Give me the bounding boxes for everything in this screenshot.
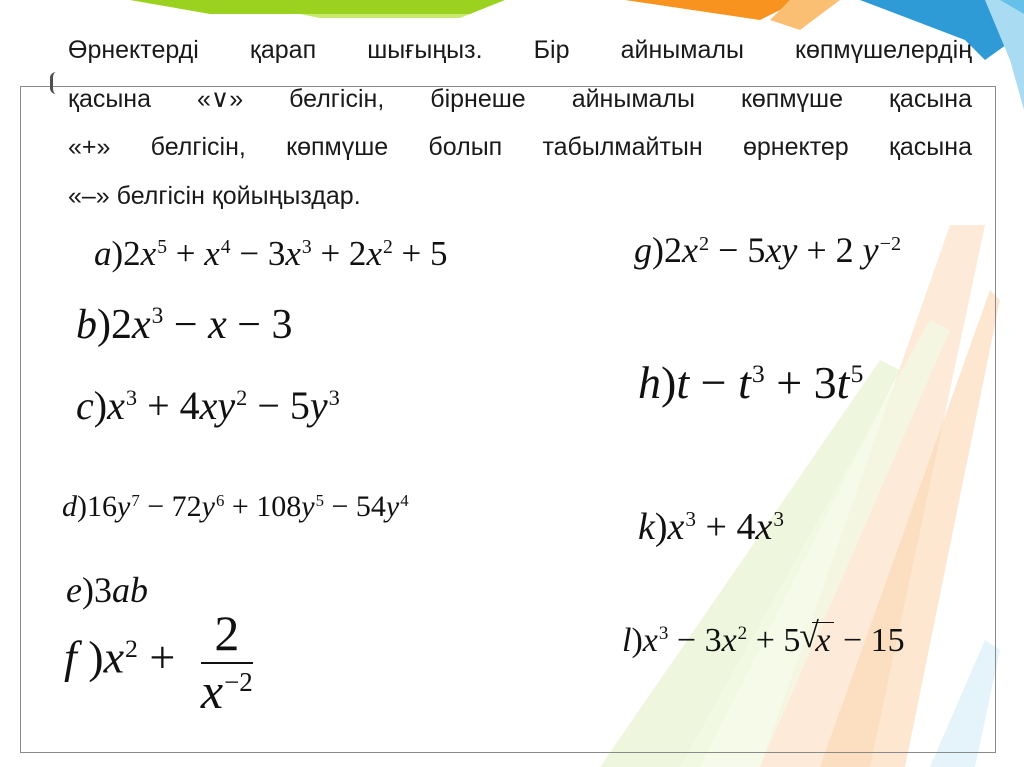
expression-label: a: [94, 234, 112, 273]
expression-label: e: [66, 570, 82, 610]
radical-sign: √: [799, 615, 819, 655]
expression-e: e)3ab: [66, 570, 148, 610]
instruction-line: «–» белгісін қойыңыздар.: [68, 181, 361, 210]
instruction-text: [68, 26, 972, 220]
fraction-numerator: 2: [201, 608, 253, 664]
expression-k: $k)x^3 + 4x^3$: [638, 506, 784, 548]
expression-label: c: [76, 383, 94, 428]
expression-h: $h)t - t^3 + 3t^5$: [638, 357, 864, 408]
expression-label: f: [64, 631, 77, 683]
expression-l: $l)x^3 - 3x^2 + 5$ √ x − 15: [622, 615, 905, 659]
expression-c: $c)x^3 + 4xy^2 - 5y^3$: [76, 383, 340, 428]
instruction-line: «+» белгісін, көпмүше болып табылмайтын өрнектер қасына: [68, 133, 972, 161]
expression-label: h: [638, 357, 661, 408]
green-stripe: [130, 0, 505, 14]
expression-label: l: [622, 622, 632, 659]
expression-f: f )$x^2$ + $\frac{2}{x^{-2}}$: [64, 605, 253, 719]
expression-label: b: [76, 302, 97, 348]
square-root: [799, 615, 834, 659]
radicand: x: [812, 622, 834, 658]
frame-corner-mark: [50, 72, 56, 94]
instruction-line: Өрнектерді қарап шығыңыз. Бір айнымалы көпмүшелердің: [68, 36, 972, 64]
fraction: [200, 605, 253, 719]
green-stripe-thin: [300, 14, 470, 18]
expression-g: $g)2x^2 - 5xy + 2$ $y^{-2}$: [634, 230, 902, 270]
expression-label: g: [634, 230, 652, 270]
expression-d: $d)16y^7 - 72y^6 + 108y^5 - 54y^4$: [62, 490, 409, 523]
expression-b: $b)2x^3 - x - 3$: [76, 302, 293, 348]
expression-label: d: [62, 490, 77, 523]
expression-label: k: [638, 506, 655, 548]
expression-a: $a)2x^5 + x^4 - 3x^3 + 2x^2 + 5$: [94, 234, 448, 273]
fraction-denominator: $x^{-2}$: [200, 663, 253, 719]
instruction-line: қасына «∨» белгісін, бірнеше айнымалы көпмүше қасына: [68, 84, 972, 113]
